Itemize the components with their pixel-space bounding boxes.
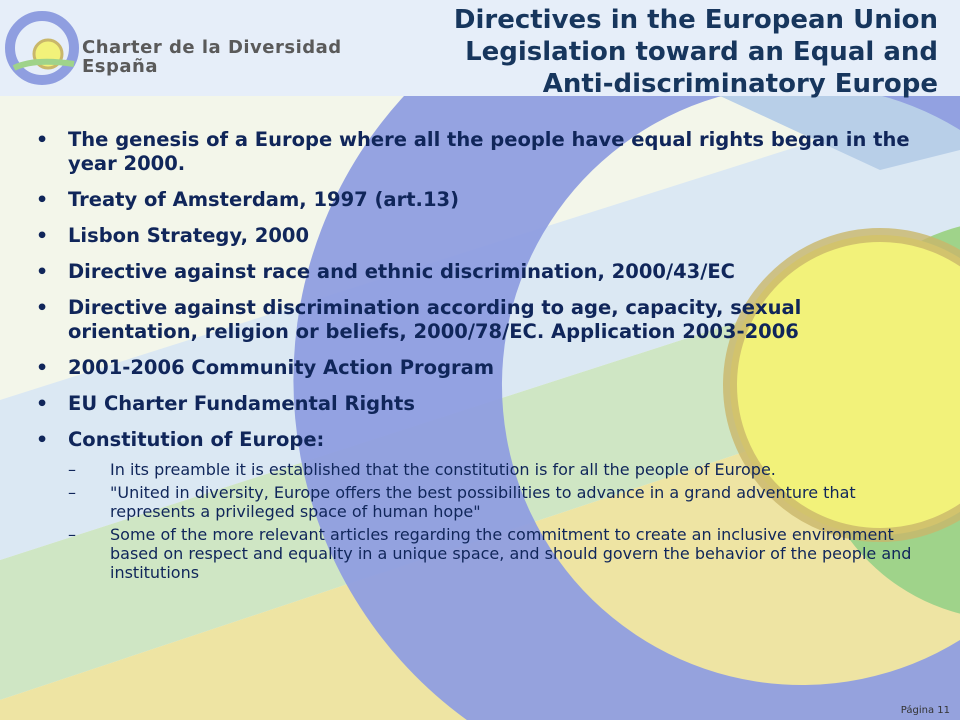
bullet-item [36, 296, 916, 344]
title-line-2: Legislation toward an Equal and [465, 37, 938, 67]
bullet-text: The genesis of a Europe where all the people have equal rights began in the year 2000. [68, 128, 910, 175]
sub-bullet-item [36, 525, 916, 582]
sub-bullet-item [36, 460, 916, 479]
dash-icon: – [68, 525, 76, 544]
bullet-list [36, 128, 916, 452]
bullet-text: Treaty of Amsterdam, 1997 (art.13) [68, 188, 459, 211]
bullet-text: Directive against discrimination according to age, capacity, sexual orientation, religion or beliefs, 2000/78/EC. Application 2003-2006 [68, 296, 802, 343]
bullet-item [36, 188, 916, 212]
sub-bullet-list [36, 460, 916, 582]
dash-icon: – [68, 460, 76, 479]
logo-text [82, 38, 342, 76]
bullet-dot-icon: • [36, 129, 49, 151]
logo-line1: Charter de la Diversidad [82, 37, 342, 58]
bullet-item [36, 224, 916, 248]
bullet-item [36, 128, 916, 176]
bullet-text: Constitution of Europe: [68, 428, 325, 451]
sub-bullet-item [36, 483, 916, 521]
sub-bullet-text: In its preamble it is established that the constitution is for all the people of Europe. [110, 460, 776, 479]
charter-logo [4, 8, 384, 90]
bullet-dot-icon: • [36, 297, 49, 319]
page-number: Página 11 [900, 705, 950, 716]
sub-bullet-text: "United in diversity, Europe offers the best possibilities to advance in a grand adventure that represents a privileged space of human hope" [110, 483, 856, 521]
bullet-text: Directive against race and ethnic discrimination, 2000/43/EC [68, 260, 735, 283]
bullet-dot-icon: • [36, 357, 49, 379]
slide-title [378, 4, 938, 100]
bullet-item [36, 392, 916, 416]
bullet-dot-icon: • [36, 261, 49, 283]
bullet-dot-icon: • [36, 189, 49, 211]
bullet-item [36, 356, 916, 380]
title-line-3: Anti-discriminatory Europe [542, 69, 938, 99]
slide-body [36, 128, 916, 586]
sub-bullet-text: Some of the more relevant articles regarding the commitment to create an inclusive environment based on respect and equality in a unique space, and should govern the behavior of the people and institutions [110, 525, 912, 582]
bullet-text: Lisbon Strategy, 2000 [68, 224, 310, 247]
bullet-dot-icon: • [36, 393, 49, 415]
bullet-text: EU Charter Fundamental Rights [68, 392, 415, 415]
title-line-1: Directives in the European Union [453, 5, 938, 35]
bullet-text: 2001-2006 Community Action Program [68, 356, 495, 379]
bullet-item [36, 428, 916, 452]
dash-icon: – [68, 483, 76, 502]
bullet-item [36, 260, 916, 284]
logo-line2: España [82, 56, 159, 77]
logo-mark-icon [4, 8, 80, 88]
bullet-dot-icon: • [36, 429, 49, 451]
bullet-dot-icon: • [36, 225, 49, 247]
